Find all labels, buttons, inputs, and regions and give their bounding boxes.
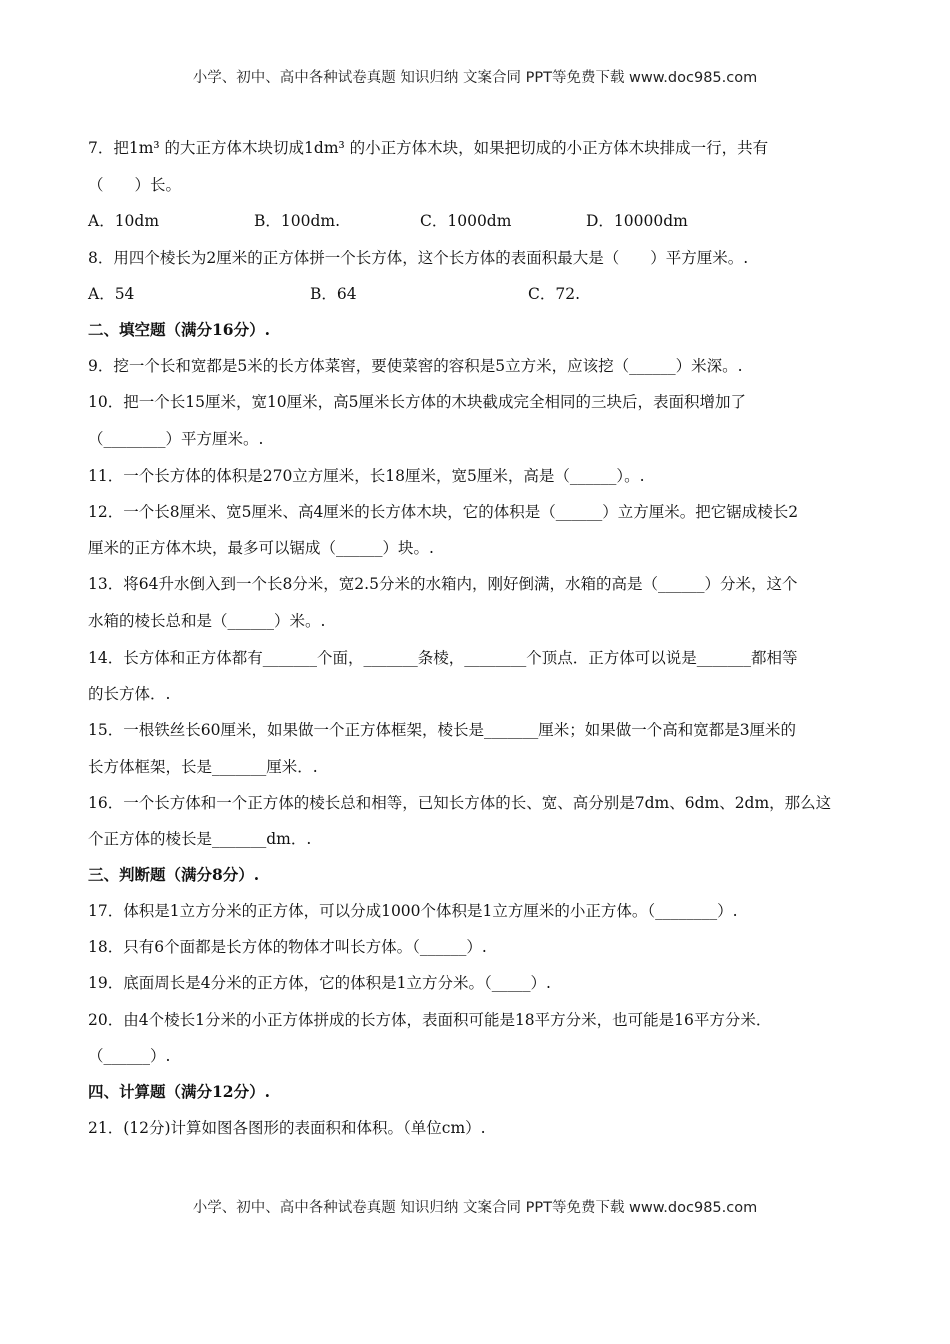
question-12-line-1: 12．一个长8厘米、宽5厘米、高4厘米的长方体木块，它的体积是（______）立方厘米。把它锯成棱长2 (88, 503, 799, 521)
option-b: B．100dm. (254, 212, 341, 230)
question-8-line-1: 8．用四个棱长为2厘米的正方体拼一个长方体，这个长方体的表面积最大是（ ）平方厘米。. (88, 249, 749, 267)
question-14-line-2: 的长方体．. (88, 685, 171, 703)
question-19: 19．底面周长是4分米的正方体，它的体积是1立方分米。（_____）. (88, 974, 551, 992)
question-11: 11．一个长方体的体积是270立方厘米，长18厘米，宽5厘米，高是（______）。. (88, 467, 645, 485)
question-16-line-2: 个正方体的棱长是_______dm．. (88, 830, 312, 848)
question-16-line-1: 16．一个长方体和一个正方体的棱长总和相等，已知长方体的长、宽、高分别是7dm、6dm、2dm，那么这 (88, 794, 832, 812)
question-20-line-1: 20．由4个棱长1分米的小正方体拼成的长方体，表面积可能是18平方分米，也可能是16平方分米． (88, 1011, 772, 1029)
question-14-line-1: 14．长方体和正方体都有_______个面，_______条棱，________个顶点．正方体可以说是_______都相等 (88, 649, 798, 667)
question-10-line-2: （________）平方厘米。. (88, 430, 264, 448)
question-15-line-2: 长方体框架，长是_______厘米．. (88, 758, 318, 776)
question-18: 18．只有6个面都是长方体的物体才叫长方体。（______）. (88, 938, 487, 956)
option-d: D．10000dm (586, 212, 688, 230)
question-7-line-2: （ ）长。 (88, 176, 182, 194)
question-20-line-2: （______）. (88, 1047, 171, 1065)
question-7-line-1: 7．把1m³ 的大正方体木块切成1dm³ 的小正方体木块，如果把切成的小正方体木块排成一行，共有 (88, 139, 769, 157)
question-12-line-2: 厘米的正方体木块，最多可以锯成（______）块。. (88, 539, 434, 557)
option-c: C．1000dm (420, 212, 512, 230)
page-footer: 小学、初中、高中各种试卷真题 知识归纳 文案合同 PPT等免费下载 www.doc985.com (192, 1200, 758, 1216)
exam-content (88, 136, 868, 1138)
page-header: 小学、初中、高中各种试卷真题 知识归纳 文案合同 PPT等免费下载 www.doc985.com (192, 70, 758, 86)
section-heading-fill-blank: 二、填空题（满分16分）. (88, 320, 270, 339)
question-13-line-2: 水箱的棱长总和是（______）米。. (88, 612, 326, 630)
question-21: 21．(12分)计算如图各图形的表面积和体积。（单位cm）. (88, 1119, 486, 1137)
question-10-line-1: 10．把一个长15厘米，宽10厘米，高5厘米长方体的木块截成完全相同的三块后，表面积增加了 (88, 393, 747, 411)
option-b: B．64 (310, 285, 357, 303)
question-13-line-1: 13．将64升水倒入到一个长8分米，宽2.5分米的水箱内，刚好倒满，水箱的高是（______）分米，这个 (88, 575, 798, 593)
question-9: 9．挖一个长和宽都是5米的长方体菜窖，要使菜窖的容积是5立方米，应该挖（______）米深。. (88, 357, 743, 375)
option-c: C．72. (528, 285, 581, 303)
option-a: A．54 (88, 285, 135, 303)
question-8-options (88, 284, 868, 304)
question-15-line-1: 15．一根铁丝长60厘米，如果做一个正方体框架，棱长是_______厘米；如果做一个高和宽都是3厘米的 (88, 721, 797, 739)
question-17: 17．体积是1立方分米的正方体，可以分成1000个体积是1立方厘米的小正方体。（________）. (88, 902, 738, 920)
section-heading-true-false: 三、判断题（满分8分）. (88, 865, 260, 884)
option-a: A．10dm (88, 212, 160, 230)
section-heading-calculation: 四、计算题（满分12分）. (88, 1082, 270, 1101)
question-7-options (88, 211, 868, 231)
